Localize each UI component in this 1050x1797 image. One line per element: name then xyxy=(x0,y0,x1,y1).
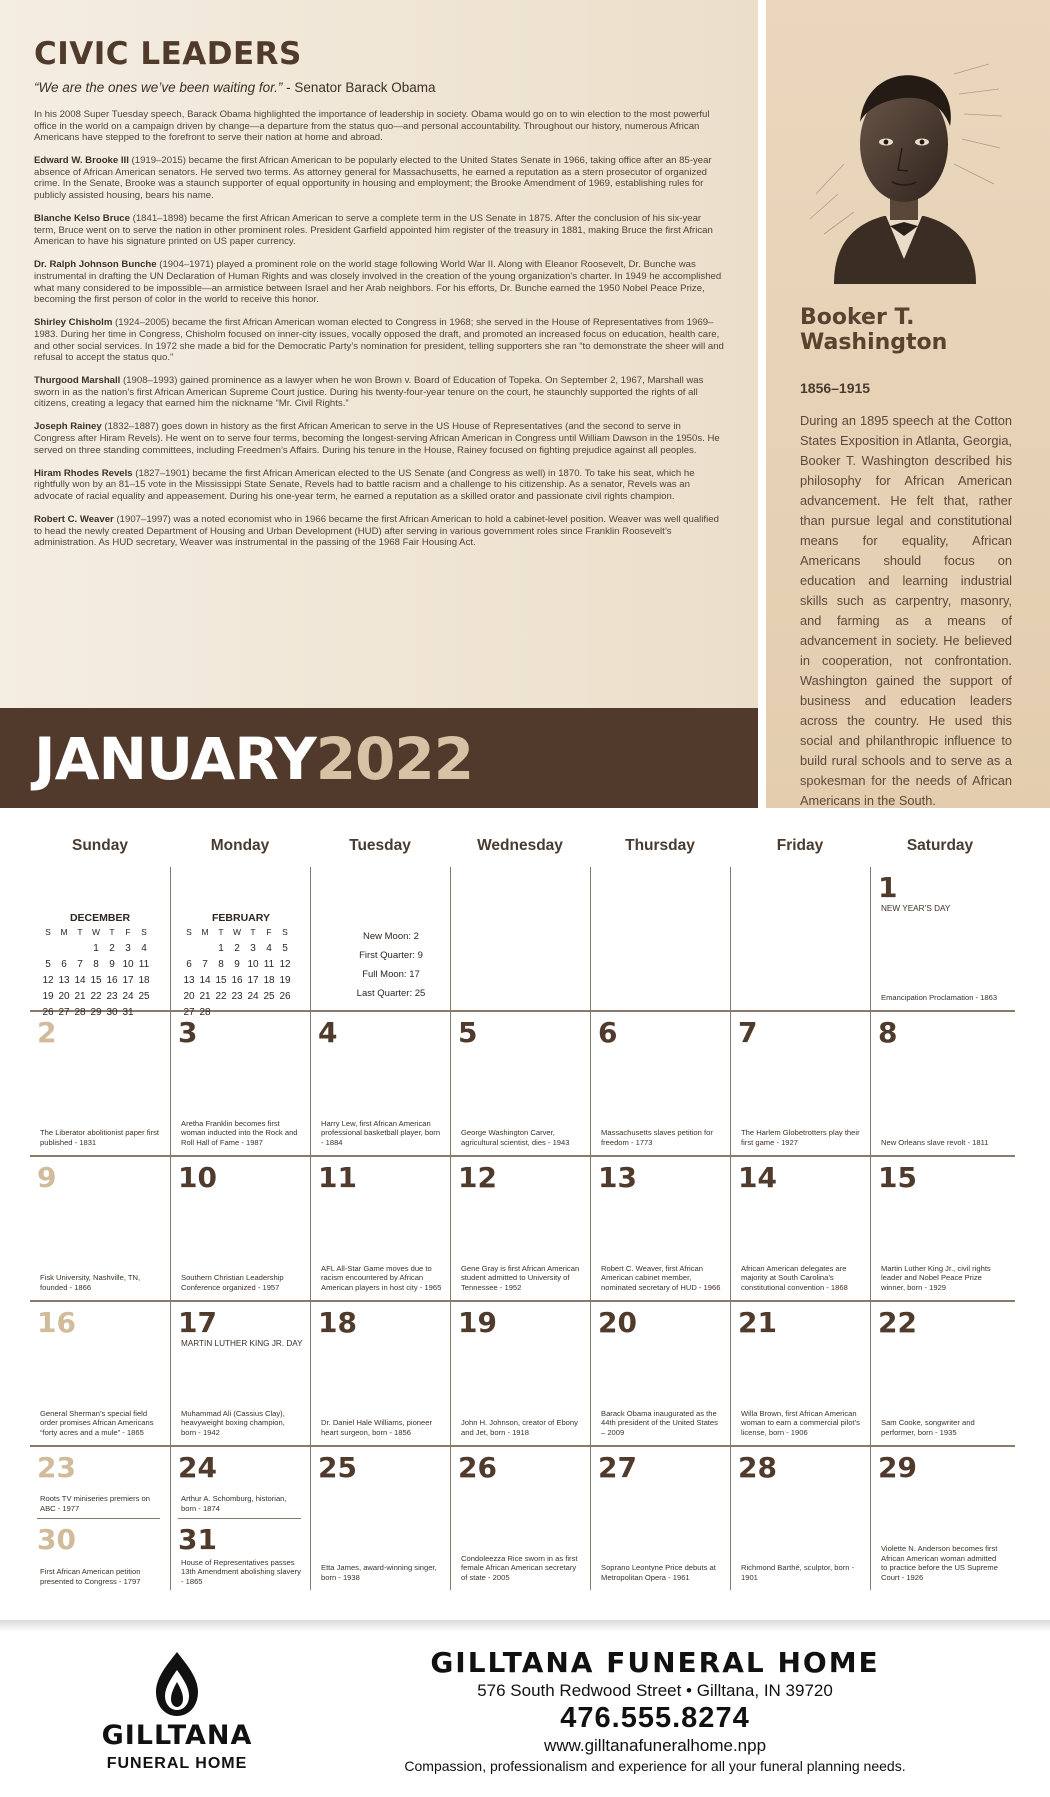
mini-day: 26 xyxy=(42,1007,54,1018)
leader-name: Shirley Chisholm xyxy=(34,317,113,329)
calendar-cell xyxy=(590,867,730,1010)
quote-attribution: - Senator Barack Obama xyxy=(282,80,436,95)
mini-day: 22 xyxy=(215,991,227,1002)
day-number: 28 xyxy=(738,1451,777,1484)
day-event: Soprano Leontyne Price debuts at Metropolitan Opera - 1961 xyxy=(601,1563,716,1582)
calendar-cell xyxy=(30,867,170,1018)
day-event: AFL All-Star Game moves due to racism encountered by African American players in host city - 1965 xyxy=(321,1263,442,1292)
mini-day: 7 xyxy=(77,959,83,970)
calendar-cell xyxy=(590,1447,730,1590)
mini-day: 18 xyxy=(138,975,150,986)
day-number: 13 xyxy=(598,1161,637,1194)
calendar-cell xyxy=(450,1447,590,1590)
day-event: The Harlem Globetrotters play their first game - 1927 xyxy=(741,1128,860,1147)
weekday-header: Tuesday xyxy=(349,837,411,854)
calendar-cell xyxy=(170,867,310,1018)
moon-phase: Last Quarter: 25 xyxy=(356,988,426,999)
mini-day: 8 xyxy=(218,959,224,970)
day-event: General Sherman’s special field order promises African Americans “forty acres and a mule” - 1865 xyxy=(40,1408,154,1437)
day-event: African American delegates are majority at South Carolina’s constitutional convention - 1868 xyxy=(741,1263,848,1292)
leader-text: (1908–1993) gained prominence as a lawyer when he won Brown v. Board of Education of Topeka. On September 2, 1967, Marshall was sworn in as the nation’s first African American Supreme Court justice. During his twenty-four-year tenure on the court, he staunchly supported the rights of all citizens, creating a legacy that earned him the nickname “Mr. Civil Rights.” xyxy=(34,375,704,410)
day-number: 30 xyxy=(37,1523,76,1556)
leader-entry xyxy=(34,375,724,410)
day-number: 20 xyxy=(598,1306,637,1339)
leader-name: Hiram Rhodes Revels xyxy=(34,467,133,479)
business-name: GILLTANA FUNERAL HOME xyxy=(430,1646,880,1679)
mini-day: 28 xyxy=(199,1007,211,1018)
mini-weekday: S xyxy=(282,927,288,937)
weekday-header: Monday xyxy=(210,837,270,854)
split-top xyxy=(30,1447,170,1517)
moon-phase: First Quarter: 9 xyxy=(359,950,423,961)
quote-text: “We are the ones we’ve been waiting for.” xyxy=(34,80,283,95)
mini-day: 12 xyxy=(279,959,291,970)
mini-day: 3 xyxy=(250,943,256,954)
day-number: 25 xyxy=(318,1451,357,1484)
mini-day: 11 xyxy=(138,959,150,970)
day-number: 12 xyxy=(458,1161,497,1194)
moon-phase: Full Moon: 17 xyxy=(362,969,420,980)
mini-day: 12 xyxy=(42,975,54,986)
mini-day: 13 xyxy=(183,975,195,986)
split-bottom xyxy=(171,1519,311,1590)
day-number: 11 xyxy=(318,1161,357,1194)
day-number: 29 xyxy=(878,1451,917,1484)
mini-weekday: M xyxy=(201,927,209,937)
mini-calendar xyxy=(181,912,301,1021)
moon-phase: New Moon: 2 xyxy=(363,931,419,942)
calendar-cell xyxy=(30,1012,170,1155)
month-banner xyxy=(0,708,758,808)
leader-entry xyxy=(34,468,724,503)
mini-weekday: T xyxy=(109,927,115,937)
leader-entry xyxy=(34,514,724,549)
leader-entry xyxy=(34,421,724,456)
leader-text: (1904–1971) played a prominent role on the world stage following World War II. Along with Eleanor Roosevelt, Dr. Bunche was instrumental in drafting the UN Declaration of Human Rights and was closely involved in the creation of the young organization’s charter. In 1949 he accomplished what many considered to be impossible—an armistice between Israel and her Arab neighbors. For his efforts, Dr. Bunche earned the 1950 Nobel Peace Prize, becoming the first person of color in the world to receive this honor. xyxy=(34,259,722,306)
mini-day: 8 xyxy=(93,959,99,970)
mini-day: 23 xyxy=(106,991,118,1002)
mini-day: 9 xyxy=(109,959,115,970)
calendar-cell xyxy=(870,1447,1010,1590)
mini-day: 19 xyxy=(42,991,54,1002)
calendar-cell xyxy=(450,867,590,1010)
day-event: Aretha Franklin becomes first woman inducted into the Rock and Roll Hall of Fame - 1987 xyxy=(181,1118,298,1147)
mini-day: 20 xyxy=(183,991,195,1002)
day-number: 31 xyxy=(178,1523,217,1556)
weekday-header: Sunday xyxy=(72,837,128,854)
profile-years: 1856–1915 xyxy=(800,380,871,396)
business-info xyxy=(340,1646,970,1776)
mini-weekday: W xyxy=(232,927,242,937)
day-number: 6 xyxy=(598,1016,618,1049)
day-event: Muhammad Ali (Cassius Clay), heavyweight boxing champion, born - 1942 xyxy=(181,1408,285,1437)
mini-day: 23 xyxy=(231,991,243,1002)
leader-text: (1841–1898) became the first African American to serve a complete term in the US Senate in 1875. After the conclusion of his six-year term, Bruce went on to serve the nation in other prominent roles. President Garfield appointed him register of the treasury in 1881, making Bruce the first African American to have his signature printed on US paper currency. xyxy=(34,213,713,248)
day-number: 1 xyxy=(878,871,898,904)
calendar-cell xyxy=(310,1157,450,1300)
day-event: First African American petition presented to Congress - 1797 xyxy=(40,1567,141,1586)
mini-day: 3 xyxy=(125,943,131,954)
weekday-header: Thursday xyxy=(625,837,695,854)
day-number: 2 xyxy=(37,1016,57,1049)
day-number: 19 xyxy=(458,1306,497,1339)
mini-day: 17 xyxy=(122,975,134,986)
day-event: Gene Gray is first African American student admitted to University of Tennessee - 1952 xyxy=(461,1263,580,1292)
day-number: 3 xyxy=(178,1016,198,1049)
day-number: 26 xyxy=(458,1451,497,1484)
day-number: 8 xyxy=(878,1016,898,1049)
flame-logo-icon xyxy=(150,1652,204,1718)
calendar-cell xyxy=(870,1302,1010,1445)
profile-bio: During an 1895 speech at the Cotton States Exposition in Atlanta, Georgia, Booker T. Washington described his philosophy for African American advancement. He felt that, rather than pursue legal and constitutional means for equality, African Americans should focus on education and learning industrial skills such as carpentry, masonry, and farming as a means of advancement in society. He believed in cooperation, not confrontation. Washington gained the support of business and education leaders across the country. He used this social and philanthropic influence to build rural schools and to serve as a spokesman for the needs of African Americans in the South. xyxy=(800,413,1012,808)
leader-entry xyxy=(34,317,724,363)
day-event: Roots TV miniseries premiers on ABC - 1977 xyxy=(40,1494,151,1513)
leader-name: Blanche Kelso Bruce xyxy=(34,213,130,225)
article-entries xyxy=(34,155,724,549)
business-website[interactable]: www.gilltanafuneralhome.npp xyxy=(543,1736,767,1755)
day-event: Martin Luther King Jr., civil rights leader and Nobel Peace Prize winner, born - 1929 xyxy=(881,1263,991,1292)
day-event: Massachusetts slaves petition for freedom - 1773 xyxy=(601,1128,713,1147)
mini-weekday: S xyxy=(141,927,147,937)
day-event: Barack Obama inaugurated as the 44th president of the United States – 2009 xyxy=(601,1408,718,1437)
calendar-cell xyxy=(310,1447,450,1590)
calendar-cell xyxy=(730,1302,870,1445)
month-year: 2022 xyxy=(315,725,474,793)
mini-day: 28 xyxy=(74,1007,86,1018)
calendar-cell xyxy=(170,1302,310,1445)
calendar-cell xyxy=(30,1302,170,1445)
mini-day: 27 xyxy=(183,1007,195,1018)
article-section xyxy=(0,0,758,708)
mini-day: 1 xyxy=(93,943,99,954)
mini-calendar-title: FEBRUARY xyxy=(212,912,270,924)
mini-weekday: T xyxy=(77,927,83,937)
mini-day: 22 xyxy=(90,991,102,1002)
mini-weekday: F xyxy=(266,927,272,937)
day-number: 16 xyxy=(37,1306,76,1339)
day-number: 14 xyxy=(738,1161,777,1194)
day-event: Richmond Barthé, sculptor, born - 1901 xyxy=(741,1563,855,1582)
logo-subtitle: FUNERAL HOME xyxy=(106,1755,248,1772)
day-event: The Liberator abolitionist paper first published - 1831 xyxy=(40,1128,160,1147)
holiday-label: NEW YEAR’S DAY xyxy=(881,904,951,913)
day-event: Willa Brown, first African American woman to earn a commercial pilot’s license, born - 1906 xyxy=(741,1408,860,1437)
day-event: John H. Johnson, creator of Ebony and Jet, born - 1918 xyxy=(461,1418,578,1437)
footer-divider xyxy=(0,1620,1050,1632)
calendar-cell xyxy=(870,1157,1010,1300)
mini-weekday: M xyxy=(60,927,68,937)
calendar-cell xyxy=(590,1157,730,1300)
calendar-cell xyxy=(310,1302,450,1445)
mini-day: 13 xyxy=(58,975,70,986)
day-number: 15 xyxy=(878,1161,917,1194)
leader-text: (1924–2005) became the first African American woman elected to Congress in 1968; she served in the House of Representatives from 1969–1983. During her time in Congress, Chisholm focused on inner-city issues, vocally opposed the draft, and promoted an increased focus on education, health care, and other social services. In 1972 she made a bid for the Democratic Party’s nomination for president, telling supporters she ran “to demonstrate the sheer will and refusal to accept the status quo.” xyxy=(34,317,724,364)
mini-calendar-grid xyxy=(40,927,160,1021)
day-event: Violette N. Anderson becomes first African American woman admitted to practice before the US Supreme Court - 1926 xyxy=(881,1544,998,1582)
leader-entry xyxy=(34,155,724,201)
calendar-cell xyxy=(590,1012,730,1155)
weekday-header: Saturday xyxy=(906,837,974,854)
mini-day: 17 xyxy=(247,975,259,986)
mini-day: 10 xyxy=(247,959,259,970)
mini-day: 21 xyxy=(199,991,211,1002)
calendar-cell xyxy=(450,1302,590,1445)
mini-day: 9 xyxy=(234,959,240,970)
mini-weekday: T xyxy=(218,927,224,937)
mini-day: 26 xyxy=(279,991,291,1002)
day-event: Sam Cooke, songwriter and performer, born - 1935 xyxy=(881,1418,975,1437)
mini-calendar xyxy=(40,912,160,1021)
mini-weekday: W xyxy=(91,927,101,937)
day-event: Southern Christian Leadership Conference organized - 1957 xyxy=(181,1273,284,1292)
split-top xyxy=(171,1447,311,1517)
calendar-cell xyxy=(450,1012,590,1155)
leader-name: Thurgood Marshall xyxy=(34,375,121,387)
weekday-header: Friday xyxy=(776,837,824,854)
calendar-cell xyxy=(730,1012,870,1155)
calendar-cell xyxy=(730,1157,870,1300)
leader-name: Dr. Ralph Johnson Bunche xyxy=(34,259,157,271)
mini-calendar-grid xyxy=(181,927,301,1021)
mini-day: 15 xyxy=(215,975,227,986)
mini-day: 6 xyxy=(61,959,67,970)
day-number: 27 xyxy=(598,1451,637,1484)
portrait-illustration xyxy=(804,44,1004,284)
mini-day: 25 xyxy=(263,991,275,1002)
logo-name: GILLTANA xyxy=(101,1720,253,1751)
day-number: 10 xyxy=(178,1161,217,1194)
day-number: 5 xyxy=(458,1016,478,1049)
calendar-cell xyxy=(30,1447,170,1590)
mini-day: 4 xyxy=(266,943,272,954)
day-number: 7 xyxy=(738,1016,758,1049)
leader-text: (1919–2015) became the first African American to be popularly elected to the United States Senate in 1966, taking office after an 85-year absence of African American senators. He served two terms. As attorney general for Massachusetts, he earned a reputation as a stern prosecutor of organized crime. In the Senate, Brooke was a staunch supporter of equal opportunity in housing and employment; the Brooke Amendment of 1969, establishing rules for publicly assisted housing, bears his name. xyxy=(34,155,712,202)
holiday-label: MARTIN LUTHER KING JR. DAY xyxy=(181,1339,303,1348)
mini-day: 31 xyxy=(122,1007,134,1018)
calendar-cell xyxy=(590,1302,730,1445)
mini-day: 10 xyxy=(122,959,134,970)
calendar-cell xyxy=(870,1012,1010,1155)
mini-day xyxy=(197,943,213,957)
calendar-cell xyxy=(170,1012,310,1155)
moon-phases xyxy=(351,927,431,1003)
mini-day: 4 xyxy=(141,943,147,954)
day-number: 22 xyxy=(878,1306,917,1339)
day-number: 24 xyxy=(178,1451,217,1484)
profile-sidebar xyxy=(766,0,1050,808)
mini-day xyxy=(56,943,72,957)
calendar-cell xyxy=(30,1157,170,1300)
mini-weekday: S xyxy=(45,927,51,937)
mini-day: 15 xyxy=(90,975,102,986)
mini-calendar-title: DECEMBER xyxy=(69,912,131,924)
day-event: House of Representatives passes 13th Amendment abolishing slavery - 1865 xyxy=(181,1557,301,1586)
footer xyxy=(0,1632,1050,1797)
leader-name: Joseph Rainey xyxy=(34,421,102,433)
mini-day xyxy=(72,943,88,957)
calendar-cell xyxy=(450,1157,590,1300)
day-number: 21 xyxy=(738,1306,777,1339)
day-event: New Orleans slave revolt - 1811 xyxy=(881,1137,989,1147)
mini-day: 19 xyxy=(279,975,291,986)
mini-day: 21 xyxy=(74,991,86,1002)
leader-name: Edward W. Brooke III xyxy=(34,155,129,167)
mini-day: 16 xyxy=(231,975,243,986)
leader-entry xyxy=(34,259,724,305)
calendar-cell xyxy=(170,1447,310,1590)
calendar-cell xyxy=(310,867,450,1010)
day-number: 17 xyxy=(178,1306,217,1339)
article-quote xyxy=(34,80,724,95)
mini-day: 25 xyxy=(138,991,150,1002)
mini-day: 5 xyxy=(45,959,51,970)
mini-day: 16 xyxy=(106,975,118,986)
mini-day xyxy=(40,943,56,957)
business-phone[interactable]: 476.555.8274 xyxy=(560,1702,750,1734)
month-name: JANUARY xyxy=(34,725,316,793)
mini-day: 14 xyxy=(199,975,211,986)
calendar-cell xyxy=(170,1157,310,1300)
calendar-cell xyxy=(730,1447,870,1590)
day-number: 18 xyxy=(318,1306,357,1339)
profile-name: Booker T. Washington xyxy=(800,305,948,355)
leader-text: (1832–1887) goes down in history as the first African American to serve in the US House of Representatives (and the second to serve in Congress after Hiram Revels). He went on to serve four terms, becoming the longest-serving African American in Congress until William Dawson in the 1950s. He served on three standing committees, including Freedmen’s Affairs. During his tenure in the House, Rainey focused on fighting prejudice against all peoples. xyxy=(34,421,720,456)
mini-weekday: S xyxy=(186,927,192,937)
mini-day: 18 xyxy=(263,975,275,986)
mini-day: 6 xyxy=(186,959,192,970)
day-number: 9 xyxy=(37,1161,57,1194)
day-number: 23 xyxy=(37,1451,76,1484)
day-event: Harry Lew, first African American professional basketball player, born - 1884 xyxy=(321,1118,441,1147)
mini-weekday: T xyxy=(250,927,256,937)
mini-day: 24 xyxy=(122,991,134,1002)
mini-day: 7 xyxy=(202,959,208,970)
business-address: 576 South Redwood Street • Gilltana, IN 39720 xyxy=(477,1681,833,1700)
day-event: Condoleezza Rice sworn in as first female African American secretary of state - 2005 xyxy=(461,1553,578,1582)
leader-text: (1907–1997) was a noted economist who in 1966 became the first African American to hold a cabinet-level position. Weaver was well qualified to head the newly created Department of Housing and Urban Development (HUD) after serving in various government roles since Franklin Roosevelt’s administration. As HUD secretary, Weaver was instrumental in the passing of the 1968 Fair Housing Act. xyxy=(34,514,719,549)
mini-day: 1 xyxy=(218,943,224,954)
article-title: CIVIC LEADERS xyxy=(34,36,302,72)
day-event: Robert C. Weaver, first African American cabinet member, nominated secretary of HUD - 1966 xyxy=(601,1263,721,1292)
weekday-header: Wednesday xyxy=(477,837,563,854)
day-number: 4 xyxy=(318,1016,338,1049)
mini-day xyxy=(181,943,197,957)
leader-name: Robert C. Weaver xyxy=(34,514,114,526)
day-event: Dr. Daniel Hale Williams, pioneer heart surgeon, born - 1856 xyxy=(321,1418,432,1437)
article-intro: In his 2008 Super Tuesday speech, Barack Obama highlighted the importance of leadership in society. Obama would go on to win election to the most powerful office in the world on a campaign driven by change—a departure from the status quo—and personal accountability. Throughout our history, numerous African Americans have stepped to the forefront to serve their nation at home and abroad. xyxy=(34,109,710,144)
day-event: Fisk University, Nashville, TN, founded - 1866 xyxy=(40,1273,141,1292)
mini-day: 27 xyxy=(58,1007,70,1018)
day-event: Etta James, award-winning singer, born - 1938 xyxy=(321,1563,437,1582)
day-event: George Washington Carver, agricultural scientist, dies - 1943 xyxy=(461,1128,570,1147)
mini-day: 24 xyxy=(247,991,259,1002)
calendar-cell xyxy=(870,867,1010,1010)
leader-text: (1827–1901) became the first African American elected to the US Senate (and Congress as well) in 1870. To take his seat, which he rightfully won by an 81–15 vote in the Mississippi State Senate, Revels had to battle racism and a challenge to his citizenship. As a senator, Revels was an advocate of racial equality and appeasement. During his one-year term, he earned a reputation as a skilled orator and passionate civil rights champion. xyxy=(34,467,695,502)
day-event: Arthur A. Schomburg, historian, born - 1874 xyxy=(181,1494,287,1513)
day-event: Emancipation Proclamation - 1863 xyxy=(881,992,998,1002)
mini-day: 29 xyxy=(90,1007,102,1018)
mini-day: 30 xyxy=(106,1007,118,1018)
month-title xyxy=(34,724,473,794)
mini-day: 11 xyxy=(263,959,275,970)
calendar-cell xyxy=(310,1012,450,1155)
leader-entry xyxy=(34,213,724,248)
mini-day: 20 xyxy=(58,991,70,1002)
mini-day: 2 xyxy=(109,943,115,954)
calendar-cell xyxy=(730,867,870,1010)
mini-weekday: F xyxy=(125,927,131,937)
split-bottom xyxy=(30,1519,170,1590)
mini-day: 5 xyxy=(282,943,288,954)
business-tagline: Compassion, professionalism and experience for all your funeral planning needs. xyxy=(404,1758,906,1774)
mini-day: 14 xyxy=(74,975,86,986)
mini-day: 2 xyxy=(234,943,240,954)
